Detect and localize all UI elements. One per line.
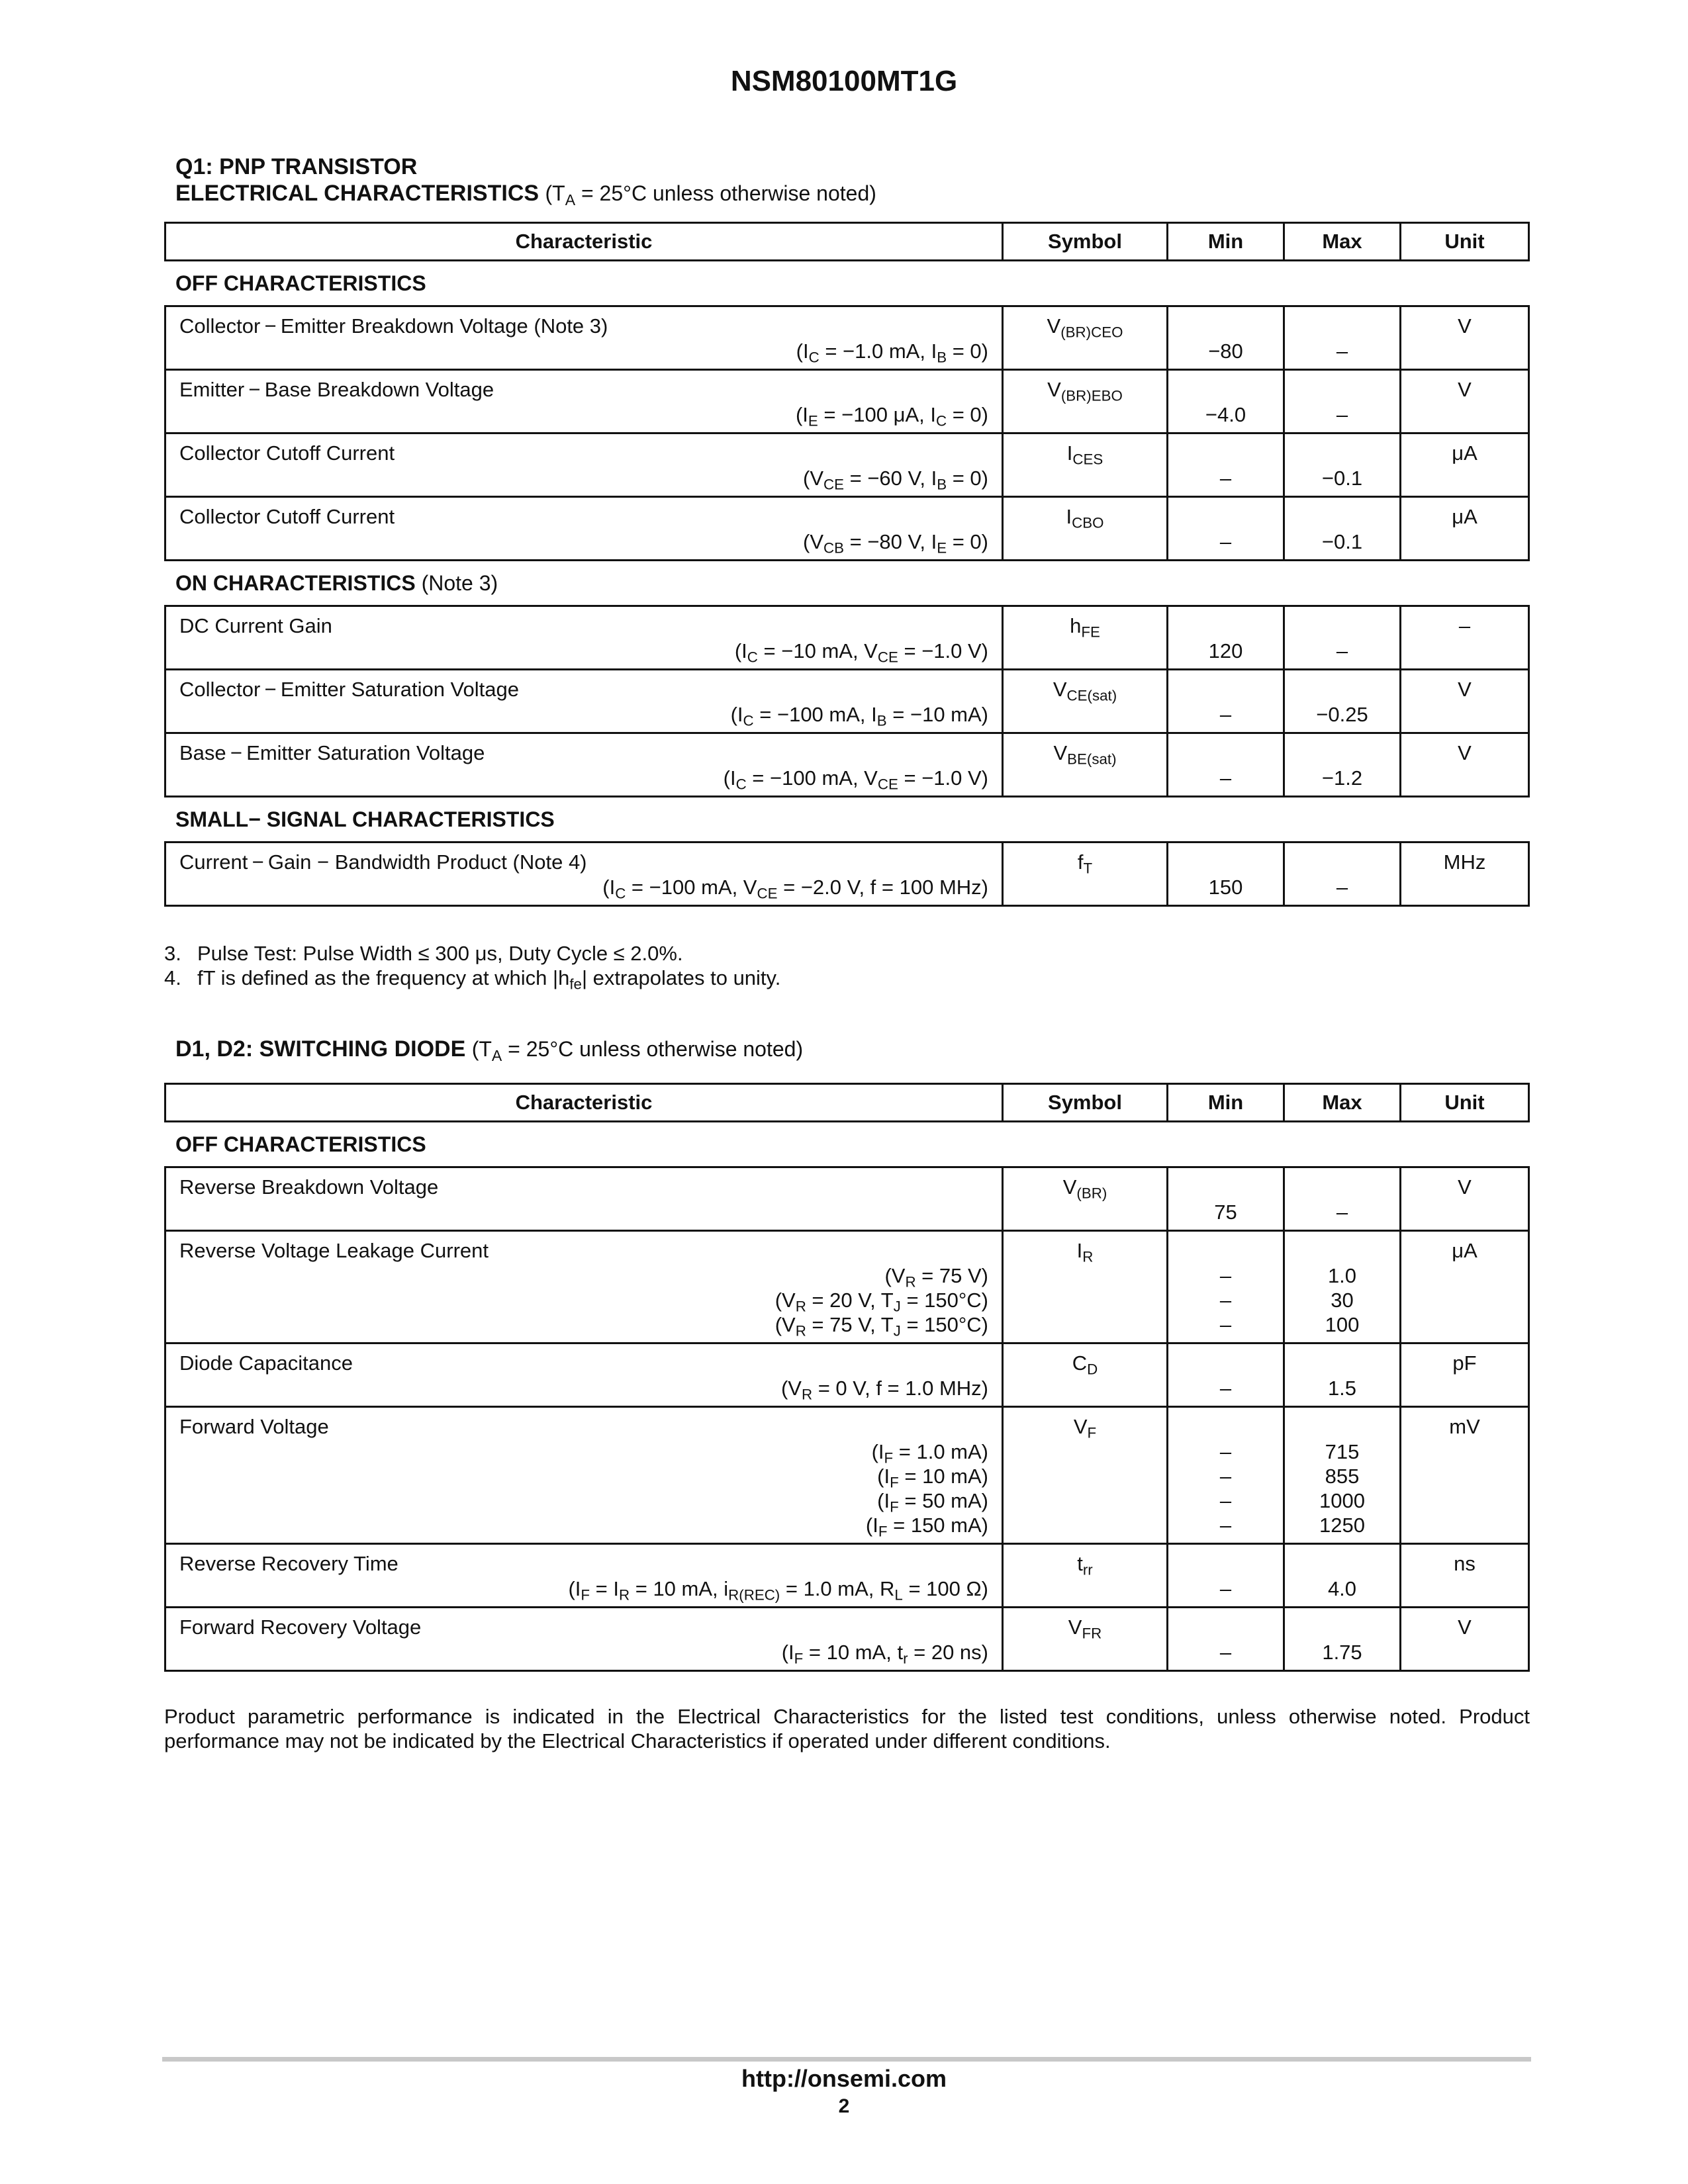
characteristic-cell: [166, 434, 1002, 496]
max-values: [1285, 670, 1399, 732]
characteristic-cell: [166, 1545, 1002, 1606]
unit: mV: [1449, 1415, 1480, 1438]
test-conditions: [166, 402, 1002, 432]
max-cell: [1283, 371, 1399, 432]
symbol-cell: [1002, 371, 1166, 432]
q1-condition: ($T_A = 25^\circ C$ unless otherwise noted): [545, 181, 876, 208]
max-values: [1285, 843, 1399, 905]
symbol: $I_{CBO}$: [1066, 505, 1104, 531]
max-values: [1285, 1408, 1399, 1543]
test-condition: ($I_F = 150$ mA): [865, 1514, 988, 1540]
max-values: [1285, 371, 1399, 432]
characteristic-name: Collector − Emitter Saturation Voltage: [179, 678, 519, 701]
min-cell: [1166, 1344, 1283, 1406]
min-values: [1168, 1408, 1283, 1543]
unit: V: [1458, 1175, 1472, 1199]
symbol-cell: [1002, 670, 1166, 732]
q1-group-suffix: (Note 3): [415, 571, 498, 595]
min-values: [1168, 498, 1283, 559]
min-value: –: [1219, 1377, 1232, 1400]
q1-header-row: [164, 222, 1530, 261]
max-value: 100: [1325, 1313, 1360, 1336]
characteristic-cell: [166, 1232, 1002, 1342]
symbol-cell: [1002, 1232, 1166, 1342]
max-cell: [1283, 670, 1399, 732]
q1-header-symbol: Symbol: [1002, 224, 1166, 259]
symbol: $V_{BE(sat)}$: [1053, 741, 1117, 768]
characteristic-cell: [166, 607, 1002, 668]
max-cell: [1283, 843, 1399, 905]
min-values: [1168, 734, 1283, 796]
min-values: [1168, 1168, 1283, 1230]
d1-group: [164, 1166, 1530, 1672]
test-conditions: [166, 1200, 1002, 1230]
test-condition: ($I_F = 10$ mA): [877, 1465, 988, 1491]
max-value: –: [1336, 340, 1348, 363]
min-values: [1168, 1608, 1283, 1670]
min-values: [1168, 371, 1283, 432]
min-cell: [1166, 1168, 1283, 1230]
max-values: [1285, 1232, 1399, 1342]
unit: μA: [1452, 441, 1477, 465]
min-cell: [1166, 434, 1283, 496]
min-values: [1168, 607, 1283, 668]
test-condition: ($I_E = -100$ μA, $I_C = 0$): [795, 403, 988, 430]
unit-cell: [1399, 1344, 1528, 1406]
min-value: 75: [1214, 1201, 1237, 1224]
max-value: 715: [1325, 1440, 1360, 1463]
d1-title: [175, 1036, 803, 1062]
test-condition: ($V_R = 20$ V, $T_J = 150^\circ C$): [774, 1289, 988, 1315]
q1-group: [164, 605, 1530, 797]
d1-header-row: [164, 1083, 1530, 1122]
test-condition: ($I_C = -100$ mA, $V_{CE} = -2.0$ V, f = 100 MHz): [602, 876, 988, 902]
q1-header-max: Max: [1283, 224, 1399, 259]
q1-table-row: [166, 668, 1528, 732]
symbol: $V_F$: [1073, 1415, 1097, 1441]
max-value: −0.25: [1316, 703, 1368, 726]
q1-group: [164, 841, 1530, 907]
max-value: 1.0: [1327, 1264, 1357, 1287]
min-cell: [1166, 1545, 1283, 1606]
max-cell: [1283, 607, 1399, 668]
max-value: –: [1336, 876, 1348, 899]
min-value: –: [1219, 1577, 1232, 1600]
unit-cell: [1399, 734, 1528, 796]
q1-table-row: [166, 432, 1528, 496]
test-condition: ($V_R = 75$ V, $T_J = 150^\circ C$): [774, 1313, 988, 1340]
characteristic-name: Diode Capacitance: [179, 1351, 353, 1375]
test-condition: ($I_C = -1.0$ mA, $I_B = 0$): [796, 340, 988, 366]
min-value: –: [1219, 530, 1232, 553]
max-cell: [1283, 1344, 1399, 1406]
footer-paragraph: Product parametric performance is indicated in the Electrical Characteristics for the listed test conditions, unless otherwise noted. Product performance may not be indicated by the Electrical Characteristics if operated under different conditions.: [164, 1705, 1530, 1752]
symbol-cell: [1002, 1408, 1166, 1543]
max-value: 1000: [1319, 1489, 1365, 1512]
q1-group-label: [164, 561, 1530, 605]
max-values: [1285, 498, 1399, 559]
min-value: –: [1219, 1641, 1232, 1664]
max-value: 1.5: [1327, 1377, 1357, 1400]
symbol-cell: [1002, 307, 1166, 369]
max-cell: [1283, 498, 1399, 559]
max-cell: [1283, 1545, 1399, 1606]
max-values: [1285, 734, 1399, 796]
d1-characteristics-table: [164, 1083, 1530, 1672]
min-cell: [1166, 843, 1283, 905]
test-condition: ($V_R = 0$ V, f = 1.0 MHz): [780, 1377, 988, 1403]
unit: MHz: [1443, 850, 1486, 874]
characteristic-name: Collector Cutoff Current: [179, 441, 395, 465]
symbol-cell: [1002, 1545, 1166, 1606]
q1-header-min: Min: [1166, 224, 1283, 259]
q1-title-line1: Q1: PNP TRANSISTOR: [175, 154, 418, 179]
d1-title-main: D1, D2: SWITCHING DIODE: [175, 1036, 466, 1062]
unit-cell: [1399, 1545, 1528, 1606]
test-conditions: [166, 1439, 1002, 1543]
characteristic-cell: [166, 498, 1002, 559]
q1-characteristics-table: [164, 222, 1530, 907]
q1-table-row: [166, 496, 1528, 559]
symbol: $f_T$: [1077, 850, 1093, 877]
test-condition: ($I_F = 50$ mA): [877, 1489, 988, 1516]
unit-cell: [1399, 670, 1528, 732]
min-value: –: [1219, 467, 1232, 490]
min-value: –: [1219, 1440, 1232, 1463]
characteristic-cell: [166, 1408, 1002, 1543]
max-cell: [1283, 1232, 1399, 1342]
unit-cell: [1399, 1408, 1528, 1543]
d1-group-title: OFF CHARACTERISTICS: [175, 1132, 426, 1156]
q1-table-row: [166, 732, 1528, 796]
test-condition: ($I_F = I_R = 10$ mA, $i_{R(REC)} = 1.0$ mA, $R_L = 100$ Ω): [568, 1577, 988, 1604]
test-conditions: [166, 1640, 1002, 1670]
unit: V: [1458, 678, 1472, 701]
min-cell: [1166, 1232, 1283, 1342]
min-value: –: [1219, 1264, 1232, 1287]
max-value: −0.1: [1321, 467, 1363, 490]
min-values: [1168, 1232, 1283, 1342]
min-value: –: [1219, 703, 1232, 726]
symbol-cell: [1002, 1344, 1166, 1406]
symbol-cell: [1002, 1608, 1166, 1670]
min-value: −80: [1208, 340, 1243, 363]
characteristic-cell: [166, 1608, 1002, 1670]
symbol: $V_{FR}$: [1068, 1615, 1102, 1642]
test-conditions: [166, 339, 1002, 369]
q1-group-title: OFF CHARACTERISTICS: [175, 271, 426, 295]
test-condition: ($I_F = 10$ mA, $t_r = 20$ ns): [781, 1641, 988, 1667]
min-cell: [1166, 670, 1283, 732]
d1-header-characteristic: Characteristic: [515, 1091, 653, 1114]
characteristic-cell: [166, 1344, 1002, 1406]
min-values: [1168, 1545, 1283, 1606]
characteristic-name: Emitter − Base Breakdown Voltage: [179, 378, 494, 401]
d1-condition: ($T_A = 25^\circ C$ unless otherwise noted): [471, 1037, 804, 1064]
min-values: [1168, 1344, 1283, 1406]
q1-title: [175, 154, 876, 206]
characteristic-name: Current − Gain − Bandwidth Product (Note 4): [179, 850, 587, 874]
max-value: 855: [1325, 1465, 1360, 1488]
characteristic-name: Reverse Breakdown Voltage: [179, 1175, 439, 1199]
max-value: 1.75: [1322, 1641, 1362, 1664]
max-values: [1285, 1344, 1399, 1406]
d1-table-row: [166, 1230, 1528, 1342]
unit-cell: [1399, 371, 1528, 432]
symbol-cell: [1002, 1168, 1166, 1230]
symbol: $I_{CES}$: [1066, 441, 1103, 468]
unit-cell: [1399, 607, 1528, 668]
test-conditions: [166, 702, 1002, 732]
q1-table-row: [166, 307, 1528, 369]
q1-group-label: [164, 261, 1530, 305]
test-condition: ($V_{CE} = -60$ V, $I_B = 0$): [803, 467, 988, 493]
test-conditions: [166, 466, 1002, 496]
min-values: [1168, 307, 1283, 369]
unit-cell: [1399, 1168, 1528, 1230]
characteristic-cell: [166, 843, 1002, 905]
unit-cell: [1399, 434, 1528, 496]
max-values: [1285, 1168, 1399, 1230]
q1-notes: [164, 941, 781, 993]
min-cell: [1166, 1408, 1283, 1543]
symbol: $V_{CE(sat)}$: [1053, 678, 1117, 704]
unit-cell: [1399, 1608, 1528, 1670]
d1-table-row: [166, 1342, 1528, 1406]
symbol: $C_D$: [1072, 1351, 1098, 1378]
d1-table-row: [166, 1543, 1528, 1606]
characteristic-name: Collector − Emitter Breakdown Voltage (Note 3): [179, 314, 608, 338]
max-cell: [1283, 734, 1399, 796]
symbol: $h_{FE}$: [1070, 614, 1100, 641]
min-cell: [1166, 1608, 1283, 1670]
test-condition-empty: [179, 1200, 988, 1224]
test-conditions: [166, 766, 1002, 796]
footer-divider: [162, 2057, 1531, 2062]
unit: V: [1458, 741, 1472, 764]
max-value: –: [1336, 639, 1348, 662]
characteristic-cell: [166, 670, 1002, 732]
d1-header-min: Min: [1166, 1085, 1283, 1120]
min-values: [1168, 434, 1283, 496]
max-value: –: [1336, 1201, 1348, 1224]
max-value: −0.1: [1321, 530, 1363, 553]
test-condition: ($I_C = -10$ mA, $V_{CE} = -1.0$ V): [734, 639, 988, 666]
q1-header-characteristic: Characteristic: [515, 230, 653, 253]
max-values: [1285, 607, 1399, 668]
characteristic-name: DC Current Gain: [179, 614, 332, 637]
symbol-cell: [1002, 843, 1166, 905]
max-values: [1285, 434, 1399, 496]
symbol-cell: [1002, 434, 1166, 496]
test-conditions: [166, 1263, 1002, 1342]
characteristic-cell: [166, 1168, 1002, 1230]
symbol: $I_R$: [1076, 1239, 1094, 1265]
max-cell: [1283, 434, 1399, 496]
min-values: [1168, 843, 1283, 905]
page-title: NSM80100MT1G: [730, 65, 958, 97]
max-value: 4.0: [1327, 1577, 1357, 1600]
min-cell: [1166, 734, 1283, 796]
d1-group-label: [164, 1122, 1530, 1166]
unit: μA: [1452, 505, 1477, 528]
test-condition: ($V_R = 75$ V): [884, 1264, 988, 1291]
footer-url[interactable]: http://onsemi.com: [741, 2065, 947, 2092]
d1-header-symbol: Symbol: [1002, 1085, 1166, 1120]
unit-cell: [1399, 498, 1528, 559]
q1-title-main: ELECTRICAL CHARACTERISTICS: [175, 181, 539, 206]
d1-table-row: [166, 1168, 1528, 1230]
q1-group: [164, 305, 1530, 561]
max-value: −1.2: [1321, 766, 1363, 790]
min-cell: [1166, 307, 1283, 369]
characteristic-name: Reverse Recovery Time: [179, 1552, 399, 1575]
characteristic-cell: [166, 307, 1002, 369]
unit-cell: [1399, 843, 1528, 905]
min-value: –: [1219, 1313, 1232, 1336]
d1-header-max: Max: [1283, 1085, 1399, 1120]
characteristic-name: Reverse Voltage Leakage Current: [179, 1239, 489, 1262]
symbol: $V_{(BR)}$: [1062, 1175, 1107, 1202]
symbol: $t_{rr}$: [1077, 1552, 1093, 1578]
q1-table-row: [166, 843, 1528, 905]
characteristic-name: Collector Cutoff Current: [179, 505, 395, 528]
min-cell: [1166, 607, 1283, 668]
footnote: 3. Pulse Test: Pulse Width ≤ 300 μs, Duty Cycle ≤ 2.0%.: [164, 942, 683, 965]
test-conditions: [166, 1576, 1002, 1606]
unit: V: [1458, 378, 1472, 401]
characteristic-name: Forward Recovery Voltage: [179, 1615, 422, 1639]
unit: –: [1458, 614, 1471, 637]
symbol: $V_{(BR)CEO}$: [1047, 314, 1123, 341]
unit: V: [1458, 314, 1472, 338]
max-cell: [1283, 1168, 1399, 1230]
min-values: [1168, 670, 1283, 732]
min-value: –: [1219, 1489, 1232, 1512]
max-cell: [1283, 1408, 1399, 1543]
min-value: 150: [1208, 876, 1243, 899]
q1-group-label: [164, 797, 1530, 841]
test-conditions: [166, 875, 1002, 905]
unit: V: [1458, 1615, 1472, 1639]
test-condition: ($I_C = -100$ mA, $I_B = -10$ mA): [730, 703, 988, 729]
unit: μA: [1452, 1239, 1477, 1262]
unit: pF: [1452, 1351, 1477, 1375]
unit: ns: [1454, 1552, 1476, 1575]
min-value: –: [1219, 1289, 1232, 1312]
max-values: [1285, 1545, 1399, 1606]
min-cell: [1166, 371, 1283, 432]
unit-cell: [1399, 1232, 1528, 1342]
unit-cell: [1399, 307, 1528, 369]
d1-table-row: [166, 1406, 1528, 1543]
characteristic-name: Forward Voltage: [179, 1415, 329, 1438]
max-value: –: [1336, 403, 1348, 426]
q1-header-unit: Unit: [1399, 224, 1528, 259]
q1-group-title: SMALL− SIGNAL CHARACTERISTICS: [175, 807, 555, 831]
min-value: –: [1219, 766, 1232, 790]
d1-header-unit: Unit: [1399, 1085, 1528, 1120]
characteristic-cell: [166, 371, 1002, 432]
symbol: $V_{(BR)EBO}$: [1047, 378, 1123, 404]
test-condition: ($I_C = -100$ mA, $V_{CE} = -1.0$ V): [723, 766, 988, 793]
max-value: 30: [1331, 1289, 1354, 1312]
characteristic-cell: [166, 734, 1002, 796]
min-value: –: [1219, 1465, 1232, 1488]
max-cell: [1283, 1608, 1399, 1670]
test-condition: ($I_F = 1.0$ mA): [871, 1440, 988, 1467]
test-conditions: [166, 1376, 1002, 1406]
min-value: −4.0: [1205, 403, 1246, 426]
page-number: 2: [838, 2095, 850, 2117]
max-cell: [1283, 307, 1399, 369]
min-value: 120: [1208, 639, 1243, 662]
min-cell: [1166, 498, 1283, 559]
d1-table-row: [166, 1606, 1528, 1670]
q1-table-row: [166, 607, 1528, 668]
max-value: 1250: [1319, 1514, 1365, 1537]
symbol-cell: [1002, 607, 1166, 668]
q1-table-row: [166, 369, 1528, 432]
test-conditions: [166, 529, 1002, 559]
footnote: 4. fT is defined as the frequency at which $|h_{fe}|$ extrapolates to unity.: [164, 966, 781, 993]
symbol-cell: [1002, 498, 1166, 559]
q1-group-title: ON CHARACTERISTICS: [175, 571, 416, 595]
characteristic-name: Base − Emitter Saturation Voltage: [179, 741, 485, 764]
symbol-cell: [1002, 734, 1166, 796]
max-values: [1285, 1608, 1399, 1670]
min-value: –: [1219, 1514, 1232, 1537]
q1-title-line2: [175, 180, 876, 206]
test-conditions: [166, 639, 1002, 668]
max-values: [1285, 307, 1399, 369]
test-condition: ($V_{CB} = -80$ V, $I_E = 0$): [803, 530, 988, 557]
